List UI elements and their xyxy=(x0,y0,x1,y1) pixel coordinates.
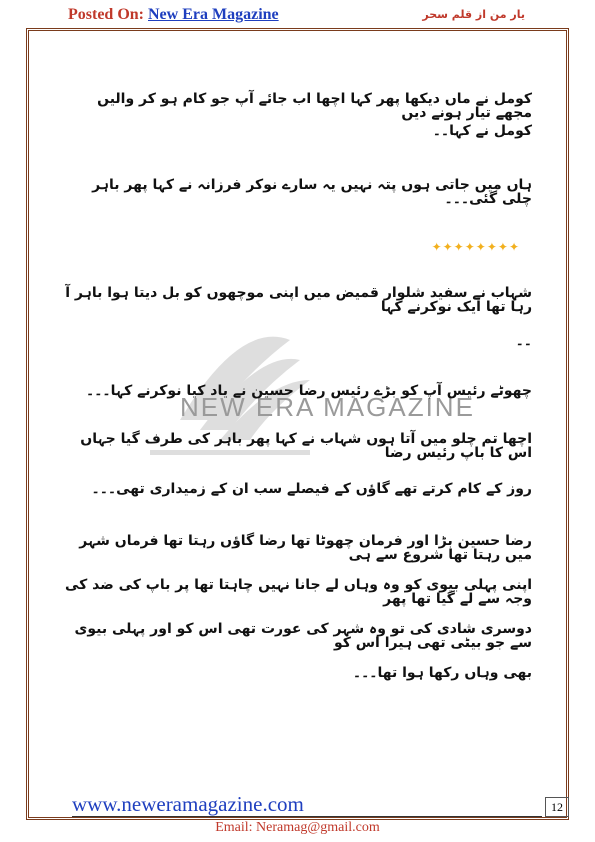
magazine-link[interactable]: New Era Magazine xyxy=(148,6,279,23)
posted-on-label: Posted On: xyxy=(68,6,144,23)
paragraph-3-line-1: شہاب نے سفید شلوار قمیض میں اپنی موچھوں کو بل دیتا ہوا باہر آ رہا تھا ایک نوکرنے کہا xyxy=(65,285,532,315)
paragraph-4: چھوٹے رئیس آپ کو بڑے رئیس رضا حسین نے یاد کیا نوکرنے کہا۔۔۔ xyxy=(86,383,532,399)
paragraph-6-line-3: دوسری شادی کی تو وہ شہر کی عورت تھی اس کو اور پہلی بیوی سے جو بیٹی تھی ہیرا اس کو xyxy=(74,621,532,651)
paragraph-6-line-1: رضا حسین بڑا اور فرمان چھوٹا تھا رضا گاؤں رہتا تھا فرماں شہر میں رہتا تھا شروع سے ہی xyxy=(79,533,532,563)
paragraph-6-line-4: بھی وہاں رکھا ہوا تھا۔۔۔ xyxy=(352,665,532,681)
paragraph-6-line-2: اپنی پہلی بیوی کو وہ وہاں لے جانا نہیں چاہتا تھا پر باپ کی ضد کی وجہ سے لے گیا تھا پھر xyxy=(64,577,532,607)
page-number: 12 xyxy=(545,797,569,817)
paragraph-2: ہاں میں جاتی ہوں پتہ نہیں یہ سارے نوکر فرزانہ نے کہا پھر باہر چلی گئی۔۔۔ xyxy=(92,177,532,207)
paragraph-5-line-2: روز کے کام کرتے تھے گاؤں کے فیصلے سب ان کے زمیداری تھی۔۔۔ xyxy=(91,481,532,497)
paragraph-1-line-2: کومل نے کہا۔۔ xyxy=(432,123,532,139)
paragraph-3-line-2: ۔۔ xyxy=(515,333,532,349)
paragraph-1-line-1: کومل نے ماں دیکھا پھر کہا اچھا اب جائے آپ جو کام ہو کر والیں مجھے تیار ہونے دیں xyxy=(97,91,532,121)
separator-stars: ✦✦✦✦✦✦✦✦ xyxy=(431,240,520,254)
watermark-text: NEW ERA MAGAZINE xyxy=(180,392,475,422)
footer-divider xyxy=(72,816,542,817)
paragraph-5-line-1: اچھا تم چلو میں آتا ہوں شہاب نے کہا پھر باہر کی طرف گیا جہاں اس کا باپ رئیس رضا xyxy=(80,431,532,461)
email-footer: Email: Neramag@gmail.com xyxy=(215,820,380,835)
story-title: یار من از قلم سحر xyxy=(422,8,525,21)
website-link[interactable]: www.neweramagazine.com xyxy=(72,792,304,816)
posted-on-header xyxy=(68,6,279,24)
